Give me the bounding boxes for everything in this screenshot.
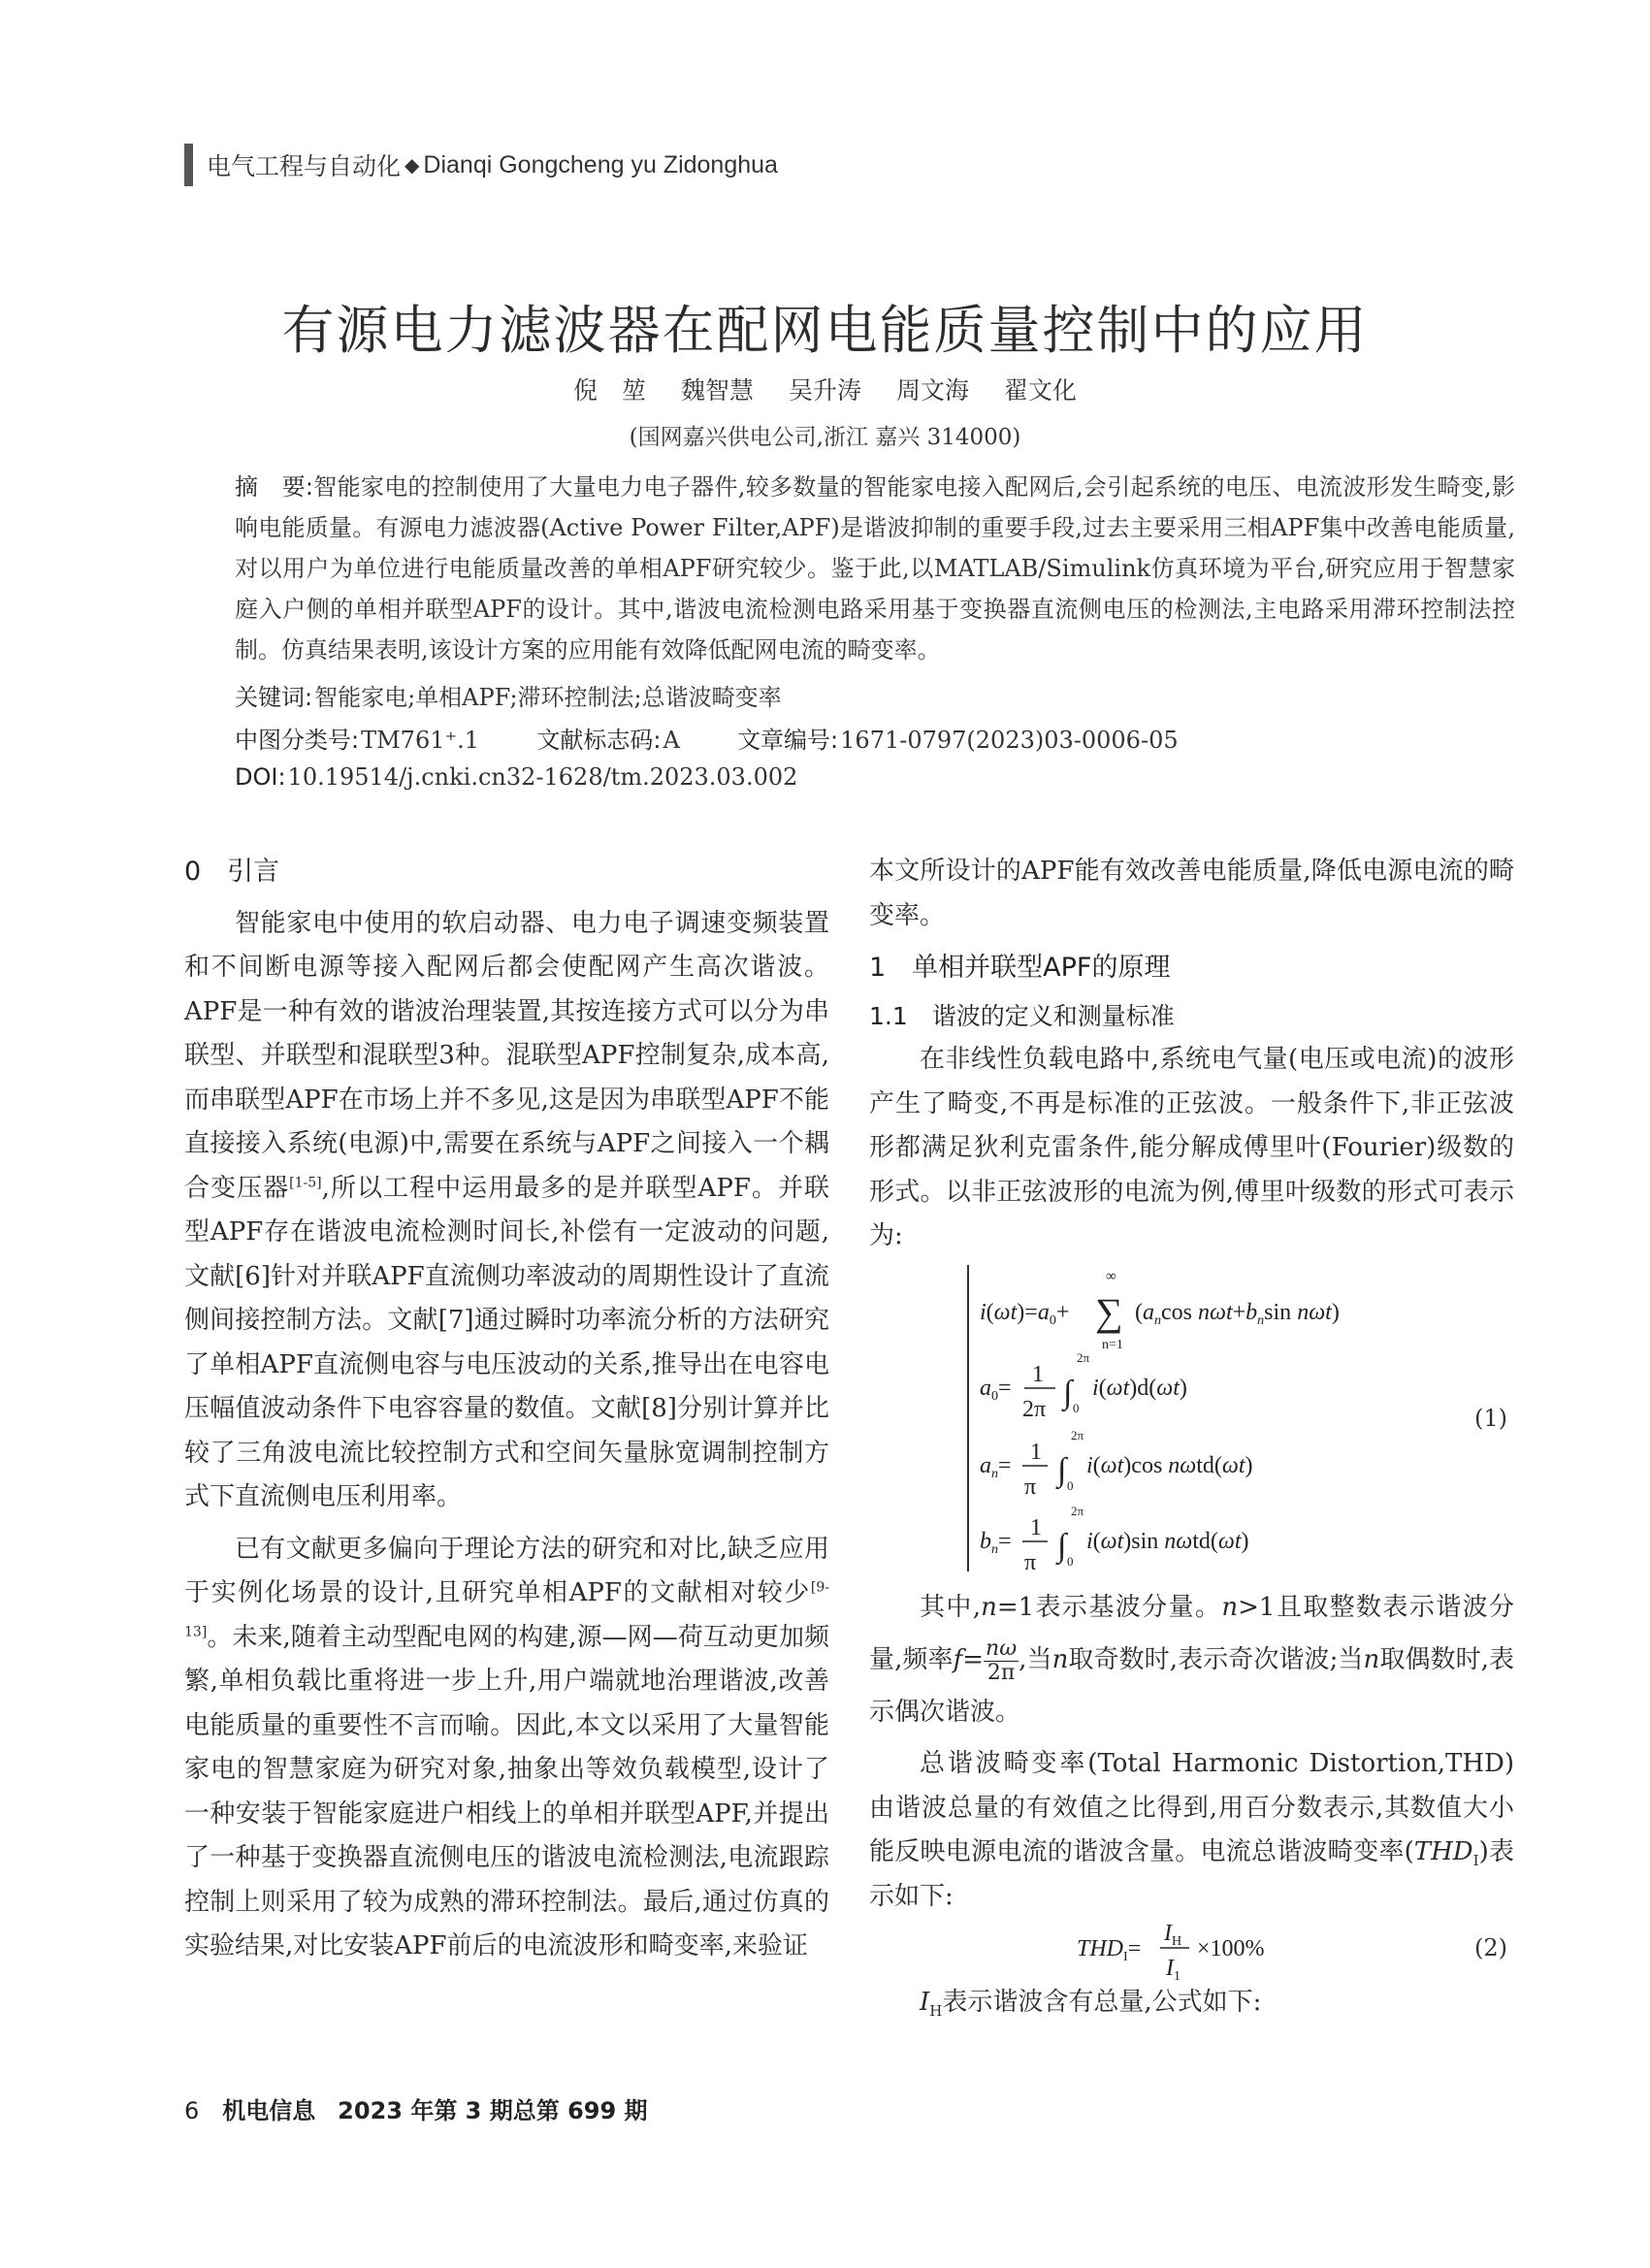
- keywords-line: [235, 678, 782, 712]
- svg-text:∫: ∫: [1063, 1375, 1073, 1410]
- right-column: [869, 850, 1514, 1259]
- equation-1-number: (1): [1474, 1405, 1507, 1432]
- svg-text:i(ωt)d(ωt): i(ωt)d(ωt): [1092, 1376, 1187, 1401]
- journal-name: 机电信息: [222, 2097, 316, 2124]
- author: 周文海: [895, 376, 969, 405]
- affiliation: (国网嘉兴供电公司,浙江 嘉兴 314000): [629, 425, 1021, 450]
- svg-text:i(ωt)sin nωtd(ωt): i(ωt)sin nωtd(ωt): [1086, 1529, 1249, 1554]
- right-column-end: [869, 1981, 1514, 2025]
- equation-2: [1077, 1915, 1310, 1983]
- abstract-label: 摘 要:: [235, 473, 313, 501]
- svg-text:×100%: ×100%: [1197, 1936, 1265, 1961]
- doc-code-text: A: [663, 727, 680, 754]
- citation: [1-5]: [289, 1174, 322, 1190]
- running-head-cn: 电气工程与自动化: [207, 152, 402, 180]
- frequency-fraction: $\frac{n\omega}{2\pi}$: [986, 1636, 1018, 1685]
- svg-text:i(ωt)cos nωtd(ωt): i(ωt)cos nωtd(ωt): [1086, 1453, 1253, 1478]
- svg-text:2π: 2π: [1022, 1397, 1047, 1422]
- svg-text:1: 1: [1032, 1362, 1044, 1387]
- abstract-text: 智能家电的控制使用了大量电力电子器件,较多数量的智能家电接入配网后,会引起系统的电压、电流波形发生畸变,影响电能质量。有源电力滤波器(Active Power Filter,APF)是谐波抑制的重要手段,过去主要采用三相APF集中改善电能质量,对以用户为单位进行电能质量改善的单相APF研究较少。鉴于此,以MATLAB/Simulink仿真环境为平台,研究应用于智慧家庭入户侧的单相并联型APF的设计。其中,谐波电流检测电路采用基于变换器直流侧电压的检测法,主电路采用滞环控制法控制。仿真结果表明,该设计方案的应用能有效降低配网电流的畸变率。: [235, 473, 1515, 664]
- svg-text:IH: $I_H$: [1164, 1921, 1182, 1949]
- right-column-lower: [869, 1581, 1514, 1919]
- clc-text: TM761⁺.1: [361, 727, 480, 754]
- doi-text: 10.19514/j.cnki.cn32-1628/tm.2023.03.002: [287, 763, 798, 791]
- svg-text:i(ωt)=a0+: $i(\omega t)=a_0+$: [980, 1300, 1070, 1328]
- paper-title: 有源电力滤波器在配网电能质量控制中的应用: [281, 300, 1369, 361]
- paragraph: 在非线性负载电路中,系统电气量(电压或电流)的波形产生了畸变,不再是标准的正弦波。一般条件下,非正弦波形都满足狄利克雷条件,能分解成傅里叶(Fourier)级数的形式。以非正弦波形的电流为例,傅里叶级数的形式可表示为:: [869, 1045, 1514, 1250]
- svg-text:I1: $I_1$: [1166, 1956, 1181, 1983]
- citation: [9-13]: [184, 1579, 829, 1639]
- doi-line: [235, 763, 797, 791]
- classification-line: [235, 721, 1179, 755]
- svg-text:0: 0: [1067, 1554, 1074, 1569]
- paragraph: 总谐波畸变率(Total Harmonic Distortion,THD)由谐波总量的有效值之比得到,用百分数表示,其数值大小能反映电源电流的谐波含量。电流总谐波畸变率$(THD_I)$表示如下:: [869, 1749, 1514, 1911]
- svg-text:π: π: [1024, 1550, 1037, 1575]
- svg-text:π: π: [1024, 1474, 1037, 1500]
- equation-2-number: (2): [1474, 1934, 1507, 1961]
- author: 吴升涛: [788, 376, 861, 405]
- header-bar: [184, 144, 193, 186]
- page-number: 6: [184, 2097, 200, 2124]
- equation-1-graphic: [960, 1261, 1504, 1576]
- paragraph: $I_H$表示谐波含有总量,公式如下:: [920, 1988, 1262, 2021]
- paragraph: 其中,n=1表示基波分量。n>1且取整数表示谐波分量,频率f= $\frac{n\omega}{2\pi}$ ,当n取奇数时,表示奇次谐波;当n取偶数时,表示偶次谐波。: [869, 1593, 1515, 1727]
- svg-text:THDI=: $THD_I=$: [1077, 1936, 1142, 1964]
- svg-text:2π: 2π: [1077, 1350, 1090, 1365]
- issue-info: 2023 年第 3 期总第 699 期: [338, 2097, 648, 2124]
- paragraph: 智能家电中使用的软启动器、电力电子调速变频装置和不间断电源等接入配网后都会使配网产生高次谐波。APF是一种有效的谐波治理装置,其按连接方式可以分为串联型、并联型和混联型3种。混联型APF控制复杂,成本高,而串联型APF在市场上并不多见,这是因为串联型APF不能直接接入系统(电源)中,需要在系统与APF之间接入一个耦合变压器[1-5],所以工程中运用最多的是并联型APF。并联型APF存在谐波电流检测时间长,补偿有一定波动的问题,文献[6]针对并联APF直流侧功率波动的周期性设计了直流侧间接控制方法。文献[7]通过瞬时功率流分析的方法研究了单相APF直流侧电容与电压波动的关系,推导出在电容电压幅值波动条件下电容容量的数值。文献[8]分别计算并比较了三角波电流比较控制方式和空间矢量脉宽调制控制方式下直流侧电压利用率。: [184, 908, 829, 1511]
- equation-1: [960, 1261, 1504, 1576]
- paragraph: 已有文献更多偏向于理论方法的研究和对比,缺乏应用于实例化场景的设计,且研究单相APF的文献相对较少[9-13]。未来,随着主动型配电网的构建,源—网—荷互动更加频繁,单相负载比重将进一步上升,用户端就地治理谐波,改善电能质量的重要性不言而喻。因此,本文以采用了大量智能家电的智慧家庭为研究对象,抽象出等效负载模型,设计了一种安装于智能家庭进户相线上的单相并联型APF,并提出了一种基于变换器直流侧电压的谐波电流检测法,电流跟踪控制上则采用了较为成熟的滞环控制法。最后,通过仿真的实验结果,对比安装APF前后的电流波形和畸变率,来验证: [184, 1534, 829, 1960]
- diamond-icon: ◆: [404, 153, 420, 177]
- author-list: [0, 372, 1650, 406]
- abstract: [235, 467, 1515, 670]
- svg-text:1: 1: [1030, 1515, 1042, 1540]
- paragraph: 本文所设计的APF能有效改善电能质量,降低电源电流的畸变率。: [869, 857, 1514, 930]
- doc-code-label: 文献标志码:: [536, 727, 662, 754]
- svg-text:0: 0: [1073, 1401, 1080, 1415]
- clc-label: 中图分类号:: [235, 727, 360, 754]
- svg-text:n=1: n=1: [1102, 1338, 1123, 1352]
- author: 魏智慧: [681, 376, 755, 405]
- svg-text:∫: ∫: [1057, 1528, 1067, 1564]
- equation-2-graphic: [1077, 1915, 1310, 1983]
- svg-text:a0=: $a_0=$: [980, 1376, 1012, 1404]
- author: 翟文化: [1003, 376, 1077, 405]
- running-head-en: Dianqi Gongcheng yu Zidonghua: [423, 150, 778, 178]
- keywords-text: 智能家电;单相APF;滞环控制法;总谐波畸变率: [314, 684, 782, 711]
- keywords-label: 关键词:: [235, 684, 313, 711]
- svg-text:∞: ∞: [1106, 1269, 1116, 1284]
- article-no-text: 1671-0797(2023)03-0006-05: [840, 727, 1179, 754]
- svg-text:2π: 2π: [1071, 1504, 1084, 1518]
- svg-text:an=: $a_n=$: [980, 1453, 1012, 1481]
- section-heading: 0 引言: [184, 857, 280, 887]
- page-footer: [184, 2091, 648, 2125]
- svg-text:1: 1: [1030, 1440, 1042, 1465]
- svg-text:∑: ∑: [1095, 1290, 1123, 1334]
- svg-text:0: 0: [1067, 1478, 1074, 1493]
- running-head: [184, 144, 778, 186]
- left-column: [184, 850, 829, 1969]
- subsection-heading: 1.1 谐波的定义和测量标准: [869, 1001, 1175, 1030]
- svg-text:(ancos nωt+bnsin nωt): ($a_n\cos$ $n\omega t+b_n\sin$ nωt): [1135, 1300, 1340, 1328]
- doi-label: DOI:: [235, 763, 286, 791]
- svg-text:∫: ∫: [1057, 1452, 1067, 1488]
- svg-text:2π: 2π: [1071, 1428, 1084, 1442]
- svg-text:bn=: $b_n=$: [980, 1529, 1012, 1557]
- author: 倪 堃: [573, 376, 647, 405]
- section-heading: 1 单相并联型APF的原理: [869, 953, 1171, 983]
- article-no-label: 文章编号:: [737, 727, 839, 754]
